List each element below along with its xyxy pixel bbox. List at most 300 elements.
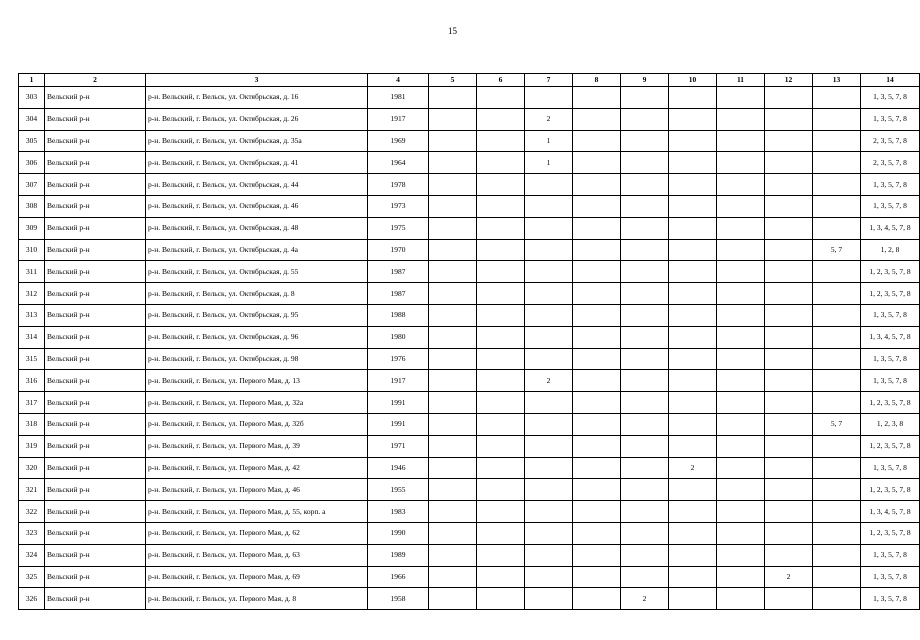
table-cell-col-10	[669, 392, 717, 414]
table-cell-col-1: 309	[19, 217, 45, 239]
table-cell-col-3: р-н. Вельский, г. Вельск, ул. Первого Мая, д. 39	[146, 435, 368, 457]
table-cell-col-11	[717, 435, 765, 457]
table-cell-col-10	[669, 522, 717, 544]
table-cell-col-14: 1, 2, 3, 5, 7, 8	[861, 392, 920, 414]
header-row	[19, 74, 920, 87]
table-cell-col-4: 1975	[368, 217, 429, 239]
table-cell-col-6	[477, 522, 525, 544]
table-cell-col-8	[573, 108, 621, 130]
table-cell-col-1: 316	[19, 370, 45, 392]
table-cell-col-1: 306	[19, 152, 45, 174]
table-cell-col-12	[765, 108, 813, 130]
column-header-14: 14	[861, 74, 920, 87]
table-cell-col-9	[621, 87, 669, 109]
table-cell-col-12	[765, 304, 813, 326]
table-cell-col-8	[573, 501, 621, 523]
table-cell-col-7	[525, 501, 573, 523]
table-row	[19, 195, 920, 217]
table-cell-col-9	[621, 544, 669, 566]
table-cell-col-14: 1, 2, 3, 5, 7, 8	[861, 479, 920, 501]
table-row	[19, 87, 920, 109]
table-cell-col-6	[477, 304, 525, 326]
table-cell-col-14: 1, 2, 3, 5, 7, 8	[861, 283, 920, 305]
table-cell-col-4: 1978	[368, 174, 429, 196]
table-cell-col-2: Вельский р-н	[45, 87, 146, 109]
table-cell-col-7	[525, 413, 573, 435]
table-cell-col-1: 324	[19, 544, 45, 566]
table-cell-col-8	[573, 152, 621, 174]
table-cell-col-7	[525, 544, 573, 566]
table-cell-col-12	[765, 195, 813, 217]
table-cell-col-5	[429, 283, 477, 305]
table-cell-col-14: 1, 3, 5, 7, 8	[861, 304, 920, 326]
table-cell-col-8	[573, 588, 621, 610]
table-cell-col-9	[621, 348, 669, 370]
table-cell-col-13	[813, 304, 861, 326]
table-cell-col-9	[621, 217, 669, 239]
table-cell-col-7	[525, 239, 573, 261]
column-header-4: 4	[368, 74, 429, 87]
table-cell-col-5	[429, 457, 477, 479]
table-cell-col-12	[765, 152, 813, 174]
table-cell-col-1: 312	[19, 283, 45, 305]
column-header-1: 1	[19, 74, 45, 87]
table-cell-col-11	[717, 370, 765, 392]
table-cell-col-2: Вельский р-н	[45, 479, 146, 501]
table-cell-col-4: 1989	[368, 544, 429, 566]
table-cell-col-1: 322	[19, 501, 45, 523]
table-cell-col-1: 313	[19, 304, 45, 326]
table-cell-col-8	[573, 304, 621, 326]
table-cell-col-1: 320	[19, 457, 45, 479]
table-cell-col-3: р-н. Вельский, г. Вельск, ул. Первого Мая, д. 8	[146, 588, 368, 610]
table-row	[19, 152, 920, 174]
table-cell-col-4: 1969	[368, 130, 429, 152]
table-cell-col-13	[813, 108, 861, 130]
table-cell-col-6	[477, 217, 525, 239]
table-row	[19, 326, 920, 348]
table-cell-col-13	[813, 457, 861, 479]
table-cell-col-14: 1, 3, 4, 5, 7, 8	[861, 501, 920, 523]
table-body	[19, 87, 920, 610]
table-cell-col-7	[525, 522, 573, 544]
table-cell-col-13	[813, 130, 861, 152]
table-row	[19, 217, 920, 239]
table-cell-col-2: Вельский р-н	[45, 217, 146, 239]
table-cell-col-8	[573, 130, 621, 152]
table-cell-col-5	[429, 413, 477, 435]
table-row	[19, 479, 920, 501]
table-cell-col-14: 1, 3, 5, 7, 8	[861, 195, 920, 217]
column-header-2: 2	[45, 74, 146, 87]
table-cell-col-13	[813, 283, 861, 305]
table-cell-col-8	[573, 392, 621, 414]
table-cell-col-12	[765, 501, 813, 523]
table-cell-col-7	[525, 392, 573, 414]
table-cell-col-14: 1, 3, 4, 5, 7, 8	[861, 326, 920, 348]
table-cell-col-9	[621, 457, 669, 479]
table-cell-col-5	[429, 435, 477, 457]
table-cell-col-1: 315	[19, 348, 45, 370]
table-cell-col-7	[525, 479, 573, 501]
table-cell-col-2: Вельский р-н	[45, 544, 146, 566]
table-cell-col-8	[573, 413, 621, 435]
table-cell-col-10	[669, 566, 717, 588]
table-cell-col-8	[573, 457, 621, 479]
table-cell-col-8	[573, 87, 621, 109]
table-cell-col-11	[717, 326, 765, 348]
table-cell-col-9: 2	[621, 588, 669, 610]
column-header-11: 11	[717, 74, 765, 87]
table-cell-col-9	[621, 130, 669, 152]
table-cell-col-12	[765, 457, 813, 479]
table-cell-col-12	[765, 261, 813, 283]
table-cell-col-6	[477, 435, 525, 457]
table-cell-col-2: Вельский р-н	[45, 370, 146, 392]
table-cell-col-14: 1, 3, 5, 7, 8	[861, 370, 920, 392]
table-cell-col-3: р-н. Вельский, г. Вельск, ул. Первого Мая, д. 42	[146, 457, 368, 479]
table-cell-col-14: 1, 3, 5, 7, 8	[861, 87, 920, 109]
table-cell-col-6	[477, 326, 525, 348]
table-cell-col-2: Вельский р-н	[45, 348, 146, 370]
table-cell-col-3: р-н. Вельский, г. Вельск, ул. Октябрьская, д. 4а	[146, 239, 368, 261]
table-cell-col-5	[429, 501, 477, 523]
table-cell-col-6	[477, 348, 525, 370]
table-cell-col-13	[813, 217, 861, 239]
table-cell-col-3: р-н. Вельский, г. Вельск, ул. Октябрьская, д. 41	[146, 152, 368, 174]
table-cell-col-1: 307	[19, 174, 45, 196]
table-cell-col-1: 311	[19, 261, 45, 283]
table-cell-col-2: Вельский р-н	[45, 239, 146, 261]
table-cell-col-11	[717, 348, 765, 370]
table-cell-col-8	[573, 370, 621, 392]
table-row	[19, 501, 920, 523]
table-cell-col-14: 1, 2, 3, 5, 7, 8	[861, 522, 920, 544]
table-cell-col-12	[765, 130, 813, 152]
table-row	[19, 174, 920, 196]
table-cell-col-11	[717, 588, 765, 610]
table-row	[19, 435, 920, 457]
table-cell-col-11	[717, 152, 765, 174]
table-cell-col-9	[621, 370, 669, 392]
table-cell-col-3: р-н. Вельский, г. Вельск, ул. Первого Мая, д. 63	[146, 544, 368, 566]
table-row	[19, 304, 920, 326]
table-cell-col-2: Вельский р-н	[45, 174, 146, 196]
table-cell-col-13: 5, 7	[813, 413, 861, 435]
table-cell-col-14: 1, 3, 5, 7, 8	[861, 588, 920, 610]
table-cell-col-3: р-н. Вельский, г. Вельск, ул. Октябрьская, д. 8	[146, 283, 368, 305]
table-cell-col-14: 1, 3, 5, 7, 8	[861, 544, 920, 566]
table-cell-col-4: 1983	[368, 501, 429, 523]
table-cell-col-12	[765, 283, 813, 305]
table-cell-col-5	[429, 217, 477, 239]
table-cell-col-7	[525, 566, 573, 588]
table-cell-col-1: 308	[19, 195, 45, 217]
table-cell-col-4: 1958	[368, 588, 429, 610]
table-cell-col-12	[765, 217, 813, 239]
table-cell-col-10	[669, 435, 717, 457]
table-cell-col-12	[765, 370, 813, 392]
table-cell-col-4: 1980	[368, 326, 429, 348]
table-cell-col-11	[717, 392, 765, 414]
table-cell-col-9	[621, 152, 669, 174]
table-cell-col-9	[621, 304, 669, 326]
table-cell-col-9	[621, 479, 669, 501]
table-cell-col-3: р-н. Вельский, г. Вельск, ул. Октябрьская, д. 26	[146, 108, 368, 130]
table-cell-col-1: 305	[19, 130, 45, 152]
table-cell-col-5	[429, 87, 477, 109]
table-cell-col-2: Вельский р-н	[45, 435, 146, 457]
table-cell-col-2: Вельский р-н	[45, 283, 146, 305]
table-row	[19, 348, 920, 370]
table-cell-col-2: Вельский р-н	[45, 588, 146, 610]
table-cell-col-9	[621, 435, 669, 457]
table-cell-col-2: Вельский р-н	[45, 195, 146, 217]
table-row	[19, 457, 920, 479]
table-cell-col-2: Вельский р-н	[45, 304, 146, 326]
table-cell-col-3: р-н. Вельский, г. Вельск, ул. Первого Мая, д. 13	[146, 370, 368, 392]
table-cell-col-3: р-н. Вельский, г. Вельск, ул. Первого Мая, д. 32б	[146, 413, 368, 435]
table-cell-col-5	[429, 392, 477, 414]
table-cell-col-3: р-н. Вельский, г. Вельск, ул. Октябрьская, д. 44	[146, 174, 368, 196]
table-cell-col-4: 1917	[368, 370, 429, 392]
table-cell-col-2: Вельский р-н	[45, 522, 146, 544]
table-cell-col-11	[717, 479, 765, 501]
table-cell-col-8	[573, 283, 621, 305]
table-cell-col-10	[669, 326, 717, 348]
table-cell-col-9	[621, 326, 669, 348]
table-cell-col-10	[669, 108, 717, 130]
table-cell-col-13	[813, 501, 861, 523]
table-cell-col-6	[477, 501, 525, 523]
table-cell-col-14: 1, 3, 5, 7, 8	[861, 566, 920, 588]
table-cell-col-14: 1, 3, 4, 5, 7, 8	[861, 217, 920, 239]
table-cell-col-10	[669, 130, 717, 152]
table-cell-col-11	[717, 87, 765, 109]
table-cell-col-7	[525, 217, 573, 239]
table-cell-col-12	[765, 413, 813, 435]
table-cell-col-12	[765, 479, 813, 501]
table-cell-col-5	[429, 566, 477, 588]
table-cell-col-7: 1	[525, 152, 573, 174]
table-cell-col-11	[717, 522, 765, 544]
table-cell-col-5	[429, 152, 477, 174]
table-cell-col-5	[429, 174, 477, 196]
table-cell-col-9	[621, 108, 669, 130]
table-cell-col-6	[477, 588, 525, 610]
column-header-7: 7	[525, 74, 573, 87]
table-cell-col-14: 1, 2, 3, 5, 7, 8	[861, 261, 920, 283]
table-cell-col-7	[525, 195, 573, 217]
table-cell-col-10	[669, 479, 717, 501]
table-cell-col-1: 318	[19, 413, 45, 435]
table-cell-col-5	[429, 326, 477, 348]
table-cell-col-10	[669, 501, 717, 523]
table-cell-col-13	[813, 152, 861, 174]
table-cell-col-1: 304	[19, 108, 45, 130]
column-header-3: 3	[146, 74, 368, 87]
table-cell-col-10	[669, 174, 717, 196]
table-cell-col-14: 1, 3, 5, 7, 8	[861, 457, 920, 479]
table-cell-col-6	[477, 413, 525, 435]
table-cell-col-10	[669, 152, 717, 174]
page-number: 15	[448, 26, 457, 36]
column-header-9: 9	[621, 74, 669, 87]
table-cell-col-8	[573, 522, 621, 544]
table-cell-col-7	[525, 283, 573, 305]
table-cell-col-1: 310	[19, 239, 45, 261]
table-cell-col-10	[669, 239, 717, 261]
table-row	[19, 239, 920, 261]
table-cell-col-2: Вельский р-н	[45, 326, 146, 348]
table-cell-col-9	[621, 501, 669, 523]
column-header-12: 12	[765, 74, 813, 87]
table-cell-col-8	[573, 326, 621, 348]
table-cell-col-4: 1946	[368, 457, 429, 479]
table-cell-col-4: 1971	[368, 435, 429, 457]
table-cell-col-13	[813, 522, 861, 544]
table-cell-col-11	[717, 108, 765, 130]
table-cell-col-10	[669, 370, 717, 392]
table-cell-col-4: 1991	[368, 413, 429, 435]
table-cell-col-6	[477, 152, 525, 174]
table-cell-col-14: 1, 2, 3, 8	[861, 413, 920, 435]
table-cell-col-14: 1, 3, 5, 7, 8	[861, 348, 920, 370]
table-cell-col-3: р-н. Вельский, г. Вельск, ул. Октябрьская, д. 16	[146, 87, 368, 109]
table-cell-col-1: 323	[19, 522, 45, 544]
table-cell-col-11	[717, 566, 765, 588]
table-row	[19, 544, 920, 566]
table-cell-col-6	[477, 479, 525, 501]
table-cell-col-5	[429, 261, 477, 283]
table-cell-col-12: 2	[765, 566, 813, 588]
table-cell-col-6	[477, 130, 525, 152]
table-cell-col-3: р-н. Вельский, г. Вельск, ул. Первого Мая, д. 32а	[146, 392, 368, 414]
table-cell-col-6	[477, 261, 525, 283]
table-cell-col-13	[813, 174, 861, 196]
table-row	[19, 130, 920, 152]
table-cell-col-4: 1981	[368, 87, 429, 109]
table-cell-col-10	[669, 544, 717, 566]
table-cell-col-4: 1991	[368, 392, 429, 414]
table-cell-col-6	[477, 174, 525, 196]
table-cell-col-4: 1966	[368, 566, 429, 588]
table-cell-col-10	[669, 87, 717, 109]
table-cell-col-12	[765, 87, 813, 109]
table-cell-col-14: 1, 2, 8	[861, 239, 920, 261]
table-cell-col-6	[477, 370, 525, 392]
table-cell-col-13	[813, 392, 861, 414]
table-cell-col-5	[429, 370, 477, 392]
table-cell-col-2: Вельский р-н	[45, 566, 146, 588]
table-cell-col-5	[429, 479, 477, 501]
table-cell-col-2: Вельский р-н	[45, 501, 146, 523]
table-cell-col-10	[669, 304, 717, 326]
table-cell-col-11	[717, 457, 765, 479]
table-cell-col-10: 2	[669, 457, 717, 479]
table-cell-col-10	[669, 413, 717, 435]
table-cell-col-11	[717, 413, 765, 435]
table-cell-col-8	[573, 261, 621, 283]
table-cell-col-5	[429, 304, 477, 326]
table-cell-col-2: Вельский р-н	[45, 457, 146, 479]
table-cell-col-3: р-н. Вельский, г. Вельск, ул. Октябрьская, д. 96	[146, 326, 368, 348]
table-cell-col-4: 1988	[368, 304, 429, 326]
table-cell-col-3: р-н. Вельский, г. Вельск, ул. Октябрьская, д. 35а	[146, 130, 368, 152]
table-cell-col-9	[621, 566, 669, 588]
table-cell-col-14: 2, 3, 5, 7, 8	[861, 130, 920, 152]
table-cell-col-3: р-н. Вельский, г. Вельск, ул. Первого Мая, д. 62	[146, 522, 368, 544]
table-row	[19, 370, 920, 392]
table-cell-col-9	[621, 195, 669, 217]
table-cell-col-6	[477, 195, 525, 217]
table-cell-col-12	[765, 392, 813, 414]
table-cell-col-2: Вельский р-н	[45, 261, 146, 283]
table-cell-col-9	[621, 522, 669, 544]
table-cell-col-7	[525, 261, 573, 283]
table-cell-col-13	[813, 588, 861, 610]
table-cell-col-12	[765, 326, 813, 348]
table-cell-col-5	[429, 348, 477, 370]
table-cell-col-4: 1970	[368, 239, 429, 261]
table-cell-col-9	[621, 283, 669, 305]
table-cell-col-14: 1, 2, 3, 5, 7, 8	[861, 435, 920, 457]
table-cell-col-14: 2, 3, 5, 7, 8	[861, 152, 920, 174]
table-cell-col-13	[813, 435, 861, 457]
column-header-10: 10	[669, 74, 717, 87]
table-cell-col-9	[621, 413, 669, 435]
table-cell-col-9	[621, 392, 669, 414]
table-cell-col-5	[429, 522, 477, 544]
table-cell-col-5	[429, 108, 477, 130]
table-cell-col-12	[765, 544, 813, 566]
table-cell-col-12	[765, 435, 813, 457]
table-cell-col-8	[573, 217, 621, 239]
table-row	[19, 522, 920, 544]
table-cell-col-8	[573, 348, 621, 370]
table-cell-col-13	[813, 479, 861, 501]
table-cell-col-13: 5, 7	[813, 239, 861, 261]
table-cell-col-7: 2	[525, 108, 573, 130]
table-cell-col-1: 325	[19, 566, 45, 588]
table-cell-col-5	[429, 130, 477, 152]
table-cell-col-12	[765, 522, 813, 544]
table-cell-col-10	[669, 261, 717, 283]
table-row	[19, 261, 920, 283]
table-cell-col-8	[573, 195, 621, 217]
table-cell-col-13	[813, 348, 861, 370]
table-cell-col-12	[765, 588, 813, 610]
table-cell-col-3: р-н. Вельский, г. Вельск, ул. Октябрьская, д. 48	[146, 217, 368, 239]
table-cell-col-10	[669, 217, 717, 239]
table-cell-col-3: р-н. Вельский, г. Вельск, ул. Первого Мая, д. 55, корп. а	[146, 501, 368, 523]
table-cell-col-9	[621, 261, 669, 283]
table-cell-col-11	[717, 217, 765, 239]
table-cell-col-4: 1973	[368, 195, 429, 217]
column-header-6: 6	[477, 74, 525, 87]
table-cell-col-11	[717, 501, 765, 523]
table-cell-col-7	[525, 174, 573, 196]
table-cell-col-1: 303	[19, 87, 45, 109]
table-cell-col-11	[717, 130, 765, 152]
table-cell-col-4: 1987	[368, 261, 429, 283]
table-cell-col-9	[621, 239, 669, 261]
table-cell-col-7	[525, 348, 573, 370]
table-cell-col-3: р-н. Вельский, г. Вельск, ул. Первого Мая, д. 69	[146, 566, 368, 588]
table-row	[19, 392, 920, 414]
table-cell-col-4: 1987	[368, 283, 429, 305]
table-cell-col-1: 317	[19, 392, 45, 414]
